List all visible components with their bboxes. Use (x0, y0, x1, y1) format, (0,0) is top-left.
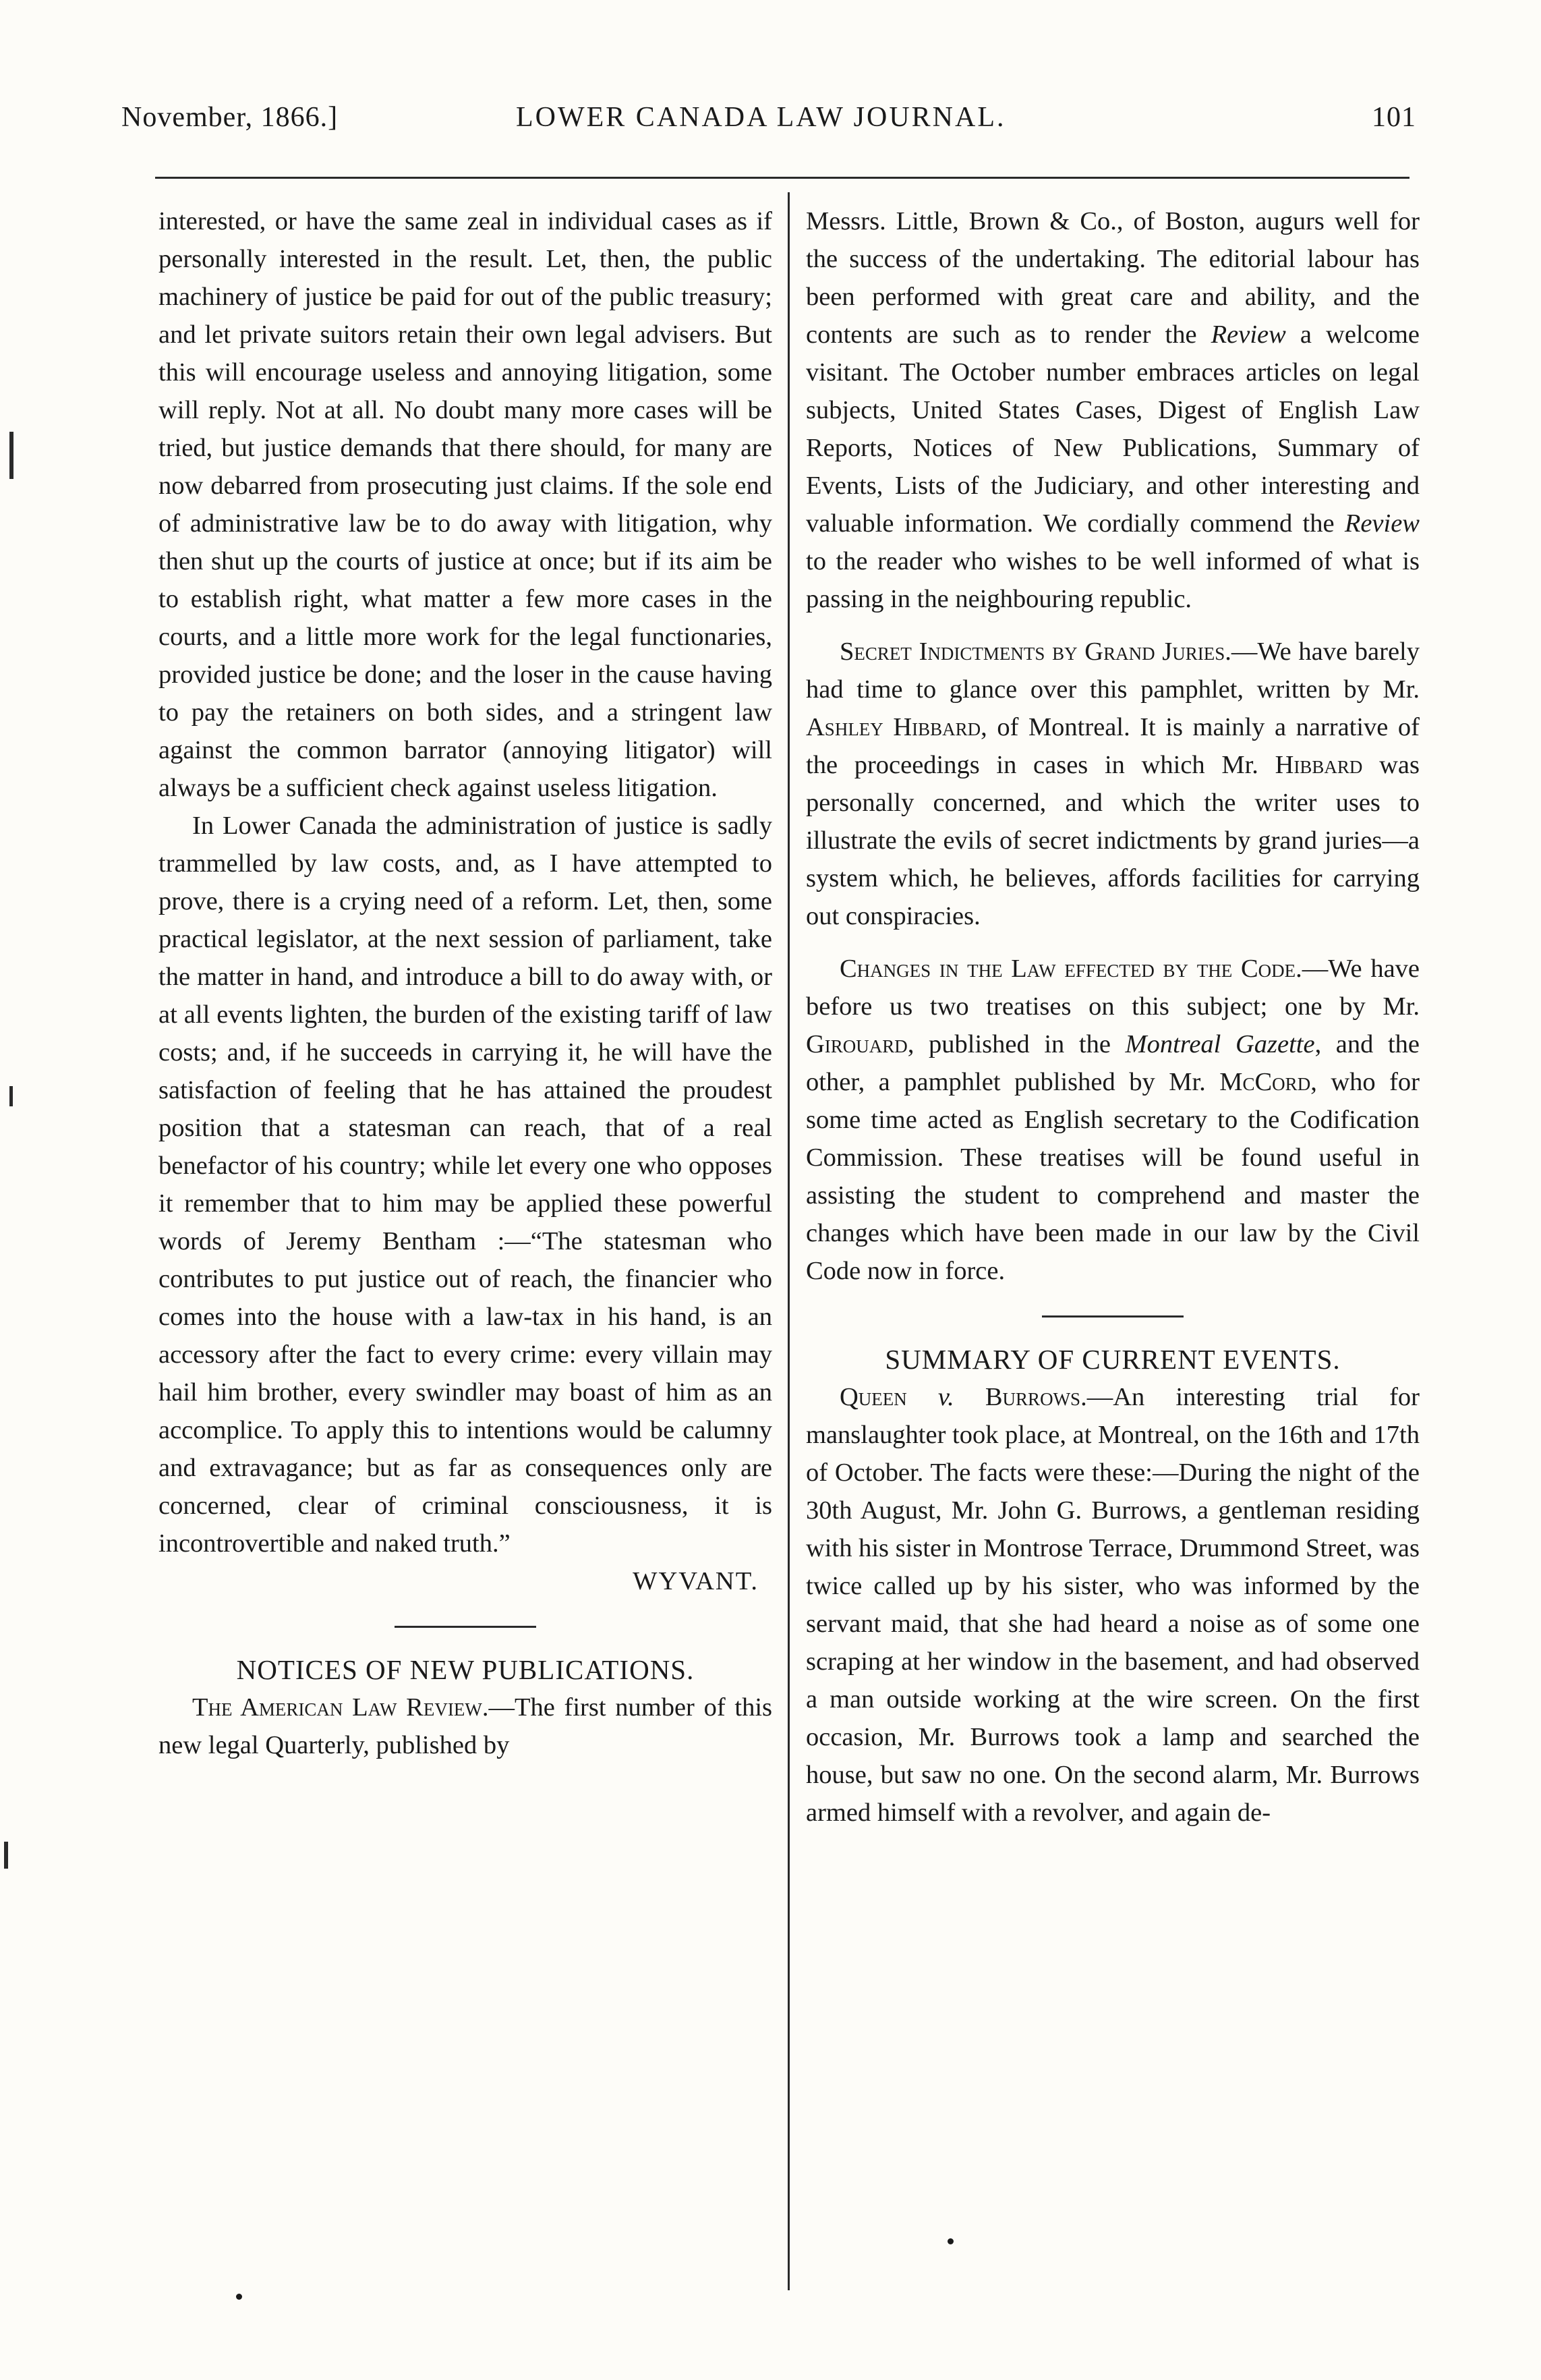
review-text-part-2: a welcome visitant. The October number embraces articles on legal subjects, United States Cases, Digest of English Law Reports, Notices of New Publications, Summary of Events, Lists of the Judiciary, and other interesting and valuable information. We cordially commend the (806, 320, 1420, 538)
header-page-number: 101 (1372, 102, 1416, 133)
review-text-part-3: to the reader who wishes to be well informed of what is passing in the neighbouring republic. (806, 547, 1420, 613)
print-speck (236, 2294, 242, 2300)
case-name-queen: Queen (840, 1383, 938, 1411)
print-speck (948, 2238, 954, 2244)
margin-mark (4, 1842, 8, 1869)
margin-mark (9, 1086, 13, 1106)
changes-text-part-1: —We have before us two treatises on this subject; one by Mr. (806, 955, 1420, 1021)
secret-indictments-lead: Secret Indictments by Grand Juries. (840, 638, 1231, 666)
secret-text-part-1: —We have barely had time to glance over this pamphlet, written by Mr. (806, 638, 1420, 704)
case-report-text: —An interesting trial for manslaughter took place, at Montreal, on the 16th and 17th of October. The facts were these:—During the night of the 30th August, Mr. John G. Burrows, a gentleman residing with his sister in Montrose Terrace, Drummond Street, was twice called up by his sister, who was informed by the servant maid, that she had heard a noise as of some one scraping at her window in the basement, and had observed a man outside working at the wire screen. On the first occasion, Mr. Burrows took a lamp and searched the house, but saw no one. On the second alarm, Mr. Burrows armed himself with a revolver, and again de- (806, 1383, 1420, 1827)
name-girouard: Girouard (806, 1030, 908, 1058)
changes-text-part-4: , who for some time acted as English secretary to the Codification Commission. These treatises will be found useful in assisting the student to comprehend and master the changes which have been made in our law by the Civil Code now in force. (806, 1068, 1420, 1285)
left-column (158, 202, 772, 1764)
secret-text-part-2: , of Montreal. It is mainly a narrative of the proceedings in cases in which Mr. (806, 713, 1420, 779)
secret-indictments-notice (806, 633, 1420, 935)
header-date: November, 1866.] (121, 102, 339, 133)
name-hibbard: Hibbard (1275, 751, 1363, 779)
essay-signature: WYVANT. (633, 1567, 759, 1595)
case-versus: v. (937, 1383, 954, 1411)
review-text-part-1: Messrs. Little, Brown & Co., of Boston, augurs well for the success of the undertaking. The editorial labour has been performed with great care and ability, and the contents are such as to render the (806, 207, 1420, 349)
section-rule-right (1042, 1315, 1184, 1318)
review-notice-text-left: —The first number of this new legal Quarterly, published by (158, 1693, 772, 1759)
changes-text-part-3: , and the other, a pamphlet published by Mr. (806, 1030, 1420, 1096)
review-notice-continued (806, 202, 1420, 618)
right-column (806, 202, 1420, 1832)
essay-paragraph-2: In Lower Canada the administration of justice is sadly trammelled by law costs, and, as I have attempted to prove, there is a crying need of a reform. Let, then, some practical legislator, at the next session of parliament, take the matter in hand, and introduce a bill to do away with, or at all events lighten, the burden of the existing tariff of law costs; and, if he succeeds in carrying it, he will have the satisfaction of feeling that he has attained the proudest position that a statesman can reach, that of a real benefactor of his country; while let every one who opposes it remember that to him may be applied these powerful words of Jeremy Bentham :—“The statesman who contributes to put justice out of reach, the financier who comes into the house with a law-tax in his hand, is an accessory after the fact to every crime: every villain may hail him brother, every swindler may boast of him as an accomplice. To apply this to intentions would be calumny and extravagance; but as far as consequences only are concerned, clear of criminal consciousness, it is incontrovertible and naked truth.” (158, 812, 772, 1558)
summary-section-title: SUMMARY OF CURRENT EVENTS. (885, 1344, 1341, 1375)
review-notice-start (158, 1689, 772, 1764)
code-changes-lead: Changes in the Law effected by the Code. (840, 955, 1302, 983)
montreal-gazette-title: Montreal Gazette (1125, 1030, 1315, 1058)
code-changes-notice (806, 950, 1420, 1290)
column-divider (788, 192, 790, 2290)
margin-mark (9, 432, 13, 479)
section-rule (395, 1626, 536, 1628)
secret-text-part-3: was personally concerned, and which the writer uses to illustrate the evils of secret indictments by grand juries—a system which, he believes, affords facilities for carrying out conspiracies. (806, 751, 1420, 930)
header-journal-title: LOWER CANADA LAW JOURNAL. (516, 102, 1006, 133)
name-mccord: McCord (1219, 1068, 1311, 1096)
running-header (121, 101, 1416, 142)
case-name-burrows: Burrows. (954, 1383, 1087, 1411)
header-rule (155, 177, 1409, 179)
review-notice-lead: The American Law Review. (192, 1693, 489, 1722)
author-name-hibbard: Ashley Hibbard (806, 713, 981, 741)
review-italic-title: Review (1211, 320, 1286, 349)
changes-text-part-2: , published in the (907, 1030, 1126, 1058)
notices-section-title: NOTICES OF NEW PUBLICATIONS. (236, 1654, 695, 1685)
review-italic-title-2: Review (1344, 509, 1420, 538)
queen-burrows-report (806, 1378, 1420, 1832)
essay-paragraph-1: interested, or have the same zeal in individual cases as if personally interested in the result. Let, then, the public machinery of justice be paid for out of the public treasury; and let private suitors retain their own legal advisers. But this will encourage useless and annoying litigation, some will reply. Not at all. No doubt many more cases will be tried, but justice demands that there should, for many are now debarred from prosecuting just claims. If the sole end of administrative law be to do away with litigation, why then shut up the courts of justice at once; but if its aim be to establish right, what matter a few more cases in the courts, and a little more work for the legal functionaries, provided justice be done; and the loser in the cause having to pay the retainers on both sides, and a stringent law against the common barrator (annoying litigator) will always be a sufficient check against useless litigation. (158, 207, 772, 802)
